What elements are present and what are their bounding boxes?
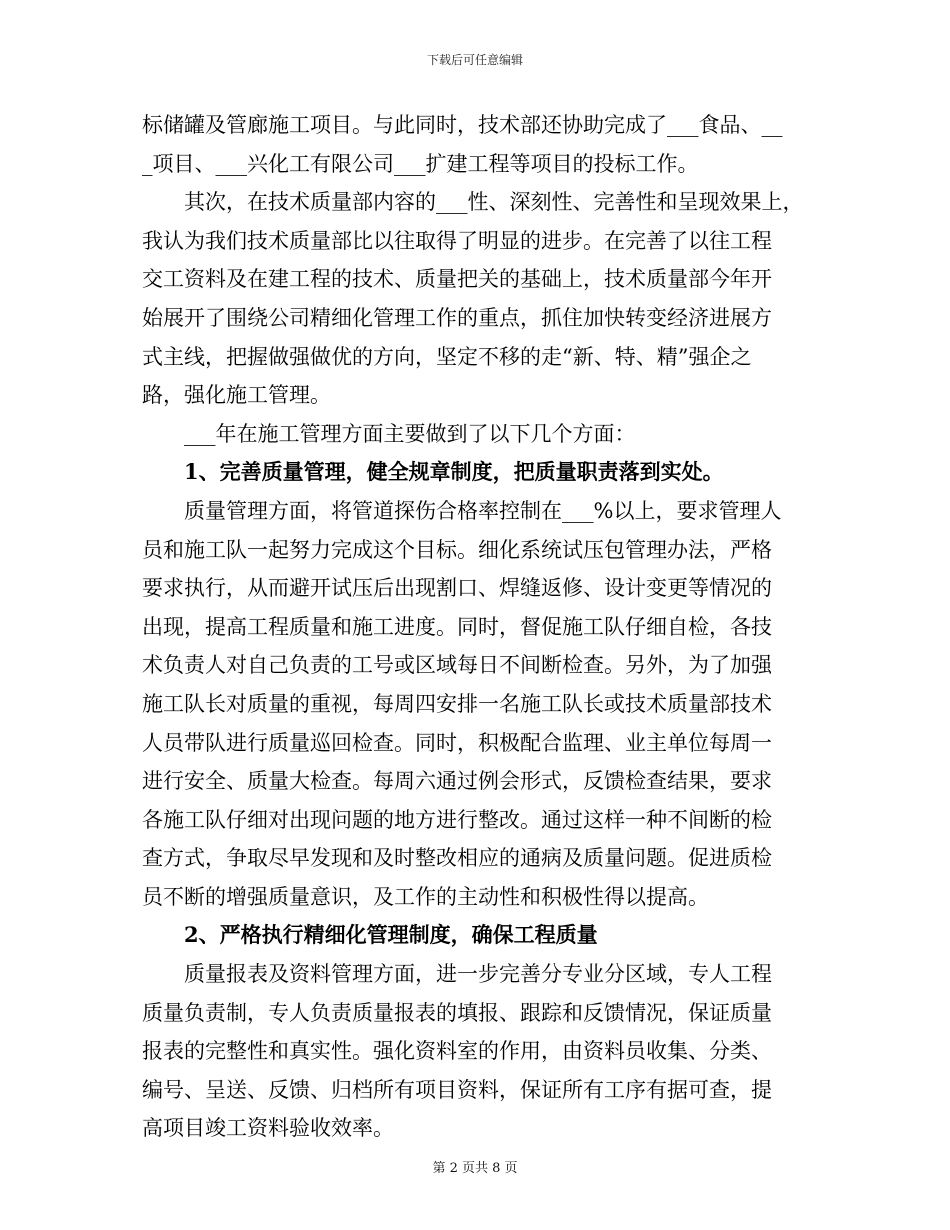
- text-line: 人员带队进行质量巡回检查。同时，积极配合监理、业主单位每周一: [142, 730, 772, 755]
- paragraph-quality-progress: [142, 183, 814, 415]
- text-line: 术负责人对自己负责的工号或区域每日不间断检查。另外，为了加强: [142, 653, 772, 678]
- text-line: 我认为我们技术质量部比以往取得了明显的进步。在完善了以往工程: [142, 228, 772, 253]
- text-line: _项目、___兴化工有限公司___扩建工程等项目的投标工作。: [142, 151, 699, 176]
- text-line: 查方式，争取尽早发现和及时整改相应的通病及质量问题。促进质检: [142, 846, 772, 871]
- paragraph-reports-management: [142, 955, 814, 1148]
- heading-line: 2、严格执行精细化管理制度，确保工程质量: [184, 922, 598, 948]
- text-line: 报表的完整性和真实性。强化资料室的作用，由资料员收集、分类、: [142, 1039, 772, 1064]
- text-line: 路，强化施工管理。: [142, 383, 331, 408]
- text-line: 出现，提高工程质量和施工进度。同时，督促施工队仔细自检，各技: [142, 614, 772, 639]
- text-line: 质量管理方面，将管道探伤合格率控制在___%以上，要求管理人: [184, 498, 782, 523]
- text-line: 进行安全、质量大检查。每周六通过例会形式，反馈检查结果，要求: [142, 769, 772, 794]
- text-line: 质量报表及资料管理方面，进一步完善分专业分区域，专人工程: [184, 962, 772, 987]
- text-line: 员不断的增强质量意识，及工作的主动性和积极性得以提高。: [142, 884, 709, 909]
- text-line: 其次，在技术质量部内容的___性、深刻性、完善性和呈现效果上，: [184, 190, 804, 215]
- section-heading-2: [142, 916, 814, 955]
- text-line: 始展开了围绕公司精细化管理工作的重点，抓住加快转变经济进展方: [142, 305, 772, 330]
- page-header: 下载后可任意编辑: [426, 53, 523, 67]
- text-line: 高项目竣工资料验收效率。: [142, 1116, 394, 1141]
- text-line: 标储罐及管廊施工项目。与此同时，技术部还协助完成了___食品、__: [142, 113, 783, 137]
- text-line: 施工队长对质量的重视，每周四安排一名施工队长或技术质量部技术: [142, 691, 772, 716]
- section-heading-1: [142, 453, 814, 492]
- document-body: [142, 106, 814, 1148]
- text-line: 员和施工队一起努力完成这个目标。细化系统试压包管理办法，严格: [142, 537, 772, 562]
- paragraph-intro-list: [142, 415, 814, 454]
- text-line: 式主线，把握做强做优的方向，坚定不移的走“新、特、精”强企之: [142, 344, 752, 369]
- page-footer: 第 2 页共 8 页: [432, 1161, 518, 1176]
- paragraph-quality-management: [142, 492, 814, 917]
- text-line: 质量负责制，专人负责质量报表的填报、跟踪和反馈情况，保证质量: [142, 1000, 772, 1025]
- text-line: 编号、呈送、反馈、归档所有项目资料，保证所有工序有据可查，提: [142, 1077, 772, 1102]
- heading-line: 1、完善质量管理，健全规章制度，把质量职责落到实处。: [184, 459, 724, 485]
- paragraph-continuation: [142, 106, 814, 183]
- text-line: ___年在施工管理方面主要做到了以下几个方面：: [184, 421, 636, 446]
- text-line: 交工资料及在建工程的技术、质量把关的基础上，技术质量部今年开: [142, 267, 772, 292]
- text-line: 要求执行，从而避开试压后出现割口、焊缝返修、设计变更等情况的: [142, 576, 772, 601]
- text-line: 各施工队仔细对出现问题的地方进行整改。通过这样一种不间断的检: [142, 807, 772, 832]
